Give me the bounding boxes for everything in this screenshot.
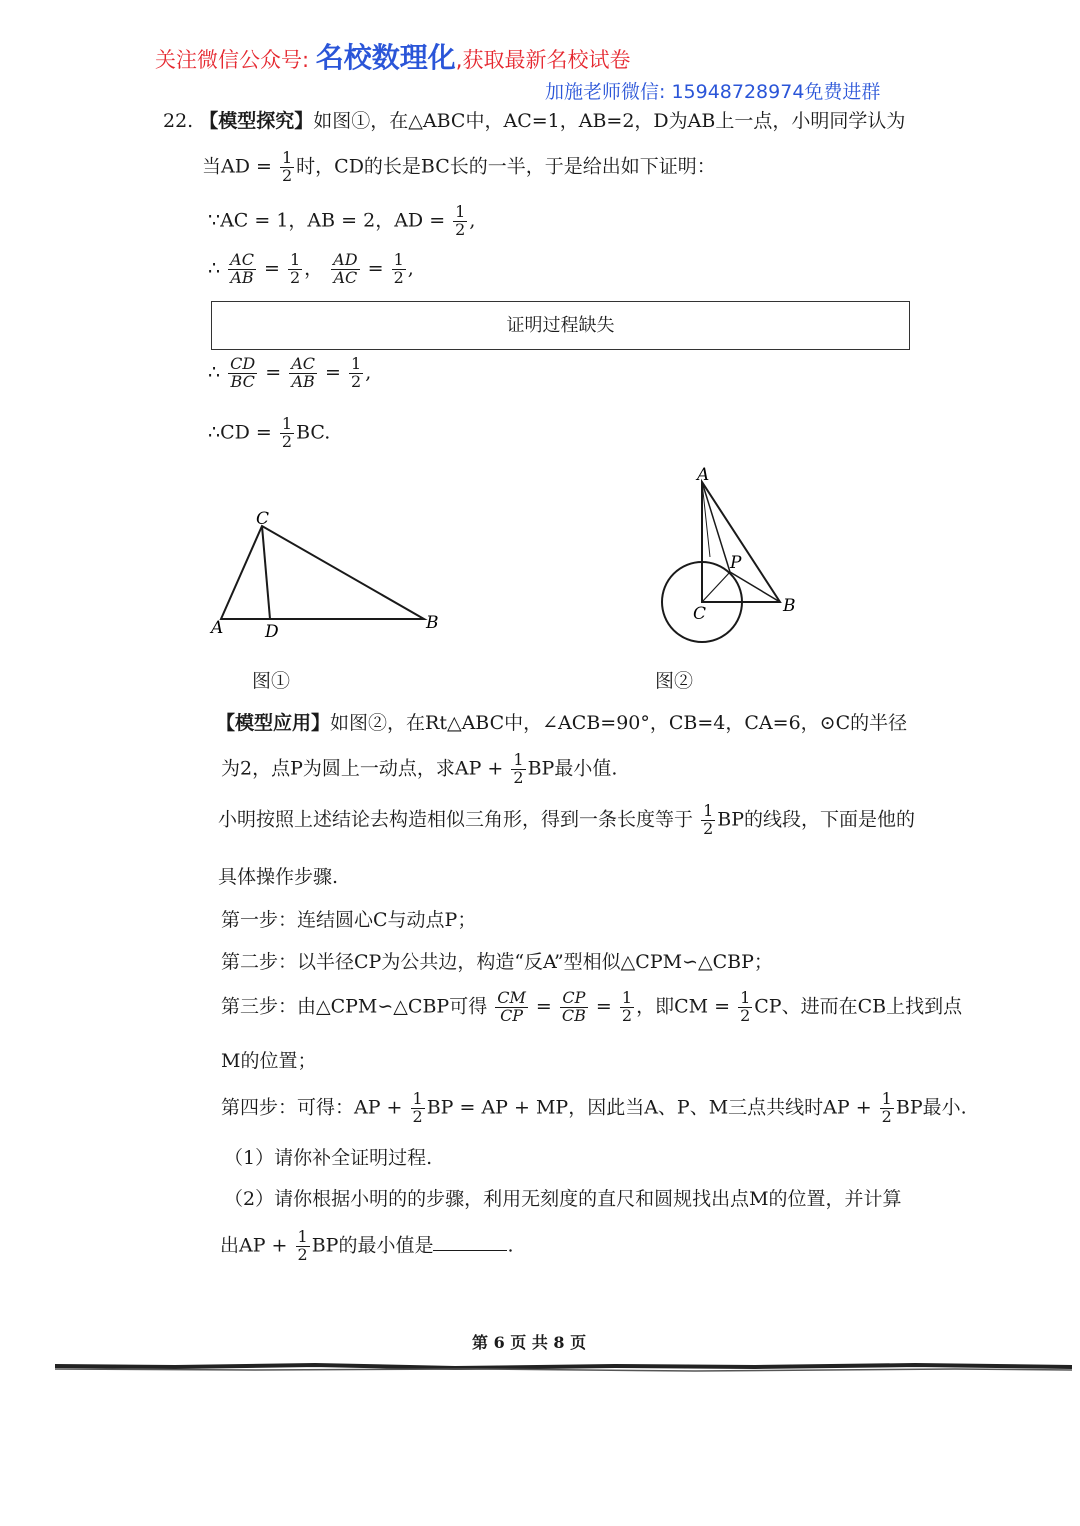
fraction-half: $\frac{1}{2}$ — [393, 250, 404, 287]
intro-line-2b: 时，CD的长是BC长的一半，于是给出如下证明： — [296, 155, 716, 178]
application-line-2a: 为2，点P为圆上一动点，求AP + — [221, 757, 504, 780]
therefore-symbol: ∴ — [208, 257, 221, 280]
application-line-3a: 小明按照上述结论去构造相似三角形，得到一条长度等于 — [218, 808, 694, 831]
label-p: P — [730, 553, 742, 573]
fraction-half: $\frac{1}{2}$ — [297, 1227, 308, 1264]
segment-ap — [702, 482, 730, 572]
triangle-abc — [702, 482, 780, 602]
segment-cd — [262, 526, 270, 619]
answer-blank[interactable] — [433, 1232, 507, 1251]
triangle-abc — [221, 526, 424, 619]
label-a: A — [697, 465, 710, 485]
step-3-cont: M的位置； — [221, 1050, 317, 1072]
step-4 — [221, 1091, 967, 1126]
application-line-4: 具体操作步骤. — [218, 866, 339, 888]
label-c: C — [693, 604, 707, 624]
application-line-1 — [216, 708, 907, 735]
section-model-explore: 【模型探究】 — [199, 110, 314, 132]
figure-2-caption: 图② — [655, 670, 694, 692]
fraction-half: $\frac{1}{2}$ — [881, 1089, 892, 1126]
intro-line-1: 如图①，在△ABC中，AC=1，AB=2，D为AB上一点，小明同学认为 — [313, 110, 906, 132]
step-3b: ，即CM = — [636, 995, 731, 1018]
question-2-line-2c: . — [507, 1234, 514, 1257]
banner-promo — [155, 36, 630, 76]
application-line-3b: BP的线段，下面是他的 — [717, 808, 915, 831]
intro-line-2 — [202, 150, 716, 185]
fraction-half: $\frac{1}{2}$ — [281, 414, 293, 451]
label-d: D — [265, 622, 279, 642]
fraction-cp-cb: $\frac{CP}{CB}$ — [561, 988, 586, 1025]
banner-suffix: ,获取最新名校试卷 — [455, 48, 631, 72]
label-a: A — [211, 618, 224, 638]
therefore-symbol: ∴ — [208, 361, 221, 384]
step-4b: BP = AP + MP，因此当A、P、M三点共线时AP + — [426, 1096, 872, 1119]
proof-line-1-text: ∵AC = 1，AB = 2，AD = — [208, 209, 446, 232]
fraction-ac-ab: $\frac{AC}{AB}$ — [230, 250, 254, 287]
proof-line-1: ∵AC = 1，AB = 2，AD = $\frac{1}{2}$ , — [208, 202, 476, 239]
fraction-half: $\frac{1}{2}$ — [703, 801, 714, 838]
fraction-ad-ac: $\frac{AD}{AC}$ — [333, 250, 358, 287]
fraction-half: $\frac{1}{2}$ — [740, 988, 751, 1025]
scan-edge-line — [55, 1361, 1072, 1373]
application-line-2 — [221, 752, 617, 787]
step-1: 第一步：连结圆心C与动点P； — [221, 909, 477, 931]
fraction-half: $\frac{1}{2}$ — [455, 202, 466, 239]
question-2-line-2b: BP的最小值是 — [311, 1234, 434, 1257]
step-4c: BP最小. — [895, 1096, 967, 1119]
question-1: （1）请你补全证明过程. — [224, 1147, 433, 1169]
fraction-half: $\frac{1}{2}$ — [351, 354, 362, 391]
proof-line-2: ∴ $\frac{AC}{AB}$ = $\frac{1}{2}$ ， $\frac{AD}{AC}$ = $\frac{1}{2}$ , — [208, 250, 414, 287]
step-3c: CP、进而在CB上找到点 — [754, 995, 963, 1018]
problem-header — [163, 106, 905, 133]
fraction-ac-ab: $\frac{AC}{AB}$ — [291, 354, 316, 391]
figure-1-caption: 图① — [252, 670, 291, 692]
fraction-half: $\frac{1}{2}$ — [412, 1089, 423, 1126]
fraction-half: $\frac{1}{2}$ — [281, 148, 293, 185]
page-number: 第 6 页 共 8 页 — [472, 1333, 587, 1352]
fraction-half: $\frac{1}{2}$ — [513, 750, 524, 787]
step-3a: 第三步：由△CPM∽△CBP可得 — [221, 995, 488, 1018]
label-c: C — [256, 509, 270, 529]
banner-contact: 加施老师微信: 15948728974免费进群 — [545, 81, 881, 103]
proof-line-4a: ∴CD = — [208, 421, 272, 444]
fraction-cd-bc: $\frac{CD}{BC}$ — [230, 354, 256, 391]
application-line-3 — [218, 803, 915, 838]
application-line-1-text: 如图②，在Rt△ABC中，∠ACB=90°，CB=4，CA=6，⊙C的半径 — [330, 712, 908, 734]
label-b: B — [426, 613, 439, 633]
intro-line-2a: 当AD = — [202, 155, 272, 178]
section-model-apply: 【模型应用】 — [216, 712, 331, 734]
step-4a: 第四步：可得：AP + — [221, 1096, 403, 1119]
question-2-line-1: （2）请你根据小明的的步骤，利用无刻度的直尺和圆规找出点M的位置，并计算 — [224, 1188, 902, 1210]
fraction-cm-cp: $\frac{CM}{CP}$ — [497, 988, 526, 1025]
figure-1-triangle — [200, 505, 460, 645]
question-2-line-2a: 出AP + — [220, 1234, 288, 1257]
proof-line-4 — [208, 416, 330, 451]
missing-proof-box: 证明过程缺失 — [211, 301, 910, 350]
fraction-half: $\frac{1}{2}$ — [289, 250, 301, 287]
banner-brand: 名校数理化 — [315, 41, 456, 74]
segment-pb — [730, 572, 780, 602]
proof-line-4b: BC. — [296, 421, 331, 444]
proof-line-3: ∴ $\frac{CD}{BC}$ = $\frac{AC}{AB}$ = $\frac{1}{2}$ , — [208, 354, 372, 391]
fraction-half: $\frac{1}{2}$ — [621, 988, 633, 1025]
application-line-2b: BP最小值. — [527, 757, 618, 780]
question-2-line-2 — [220, 1229, 514, 1264]
label-b: B — [783, 596, 796, 616]
figure-2-circle — [650, 462, 810, 652]
step-3: 第三步：由△CPM∽△CBP可得 $\frac{CM}{CP}$ = $\frac{CP}{CB}$ = $\frac{1}{2}$ ，即CM = $\frac{1}{2}$ CP、进而在CB上找到点 — [221, 988, 963, 1025]
problem-number: 22. — [163, 110, 194, 132]
banner-prefix: 关注微信公众号: — [155, 48, 310, 72]
step-2: 第二步：以半径CP为公共边，构造“反A”型相似△CPM∽△CBP； — [221, 951, 773, 973]
segment-cp — [702, 572, 730, 602]
